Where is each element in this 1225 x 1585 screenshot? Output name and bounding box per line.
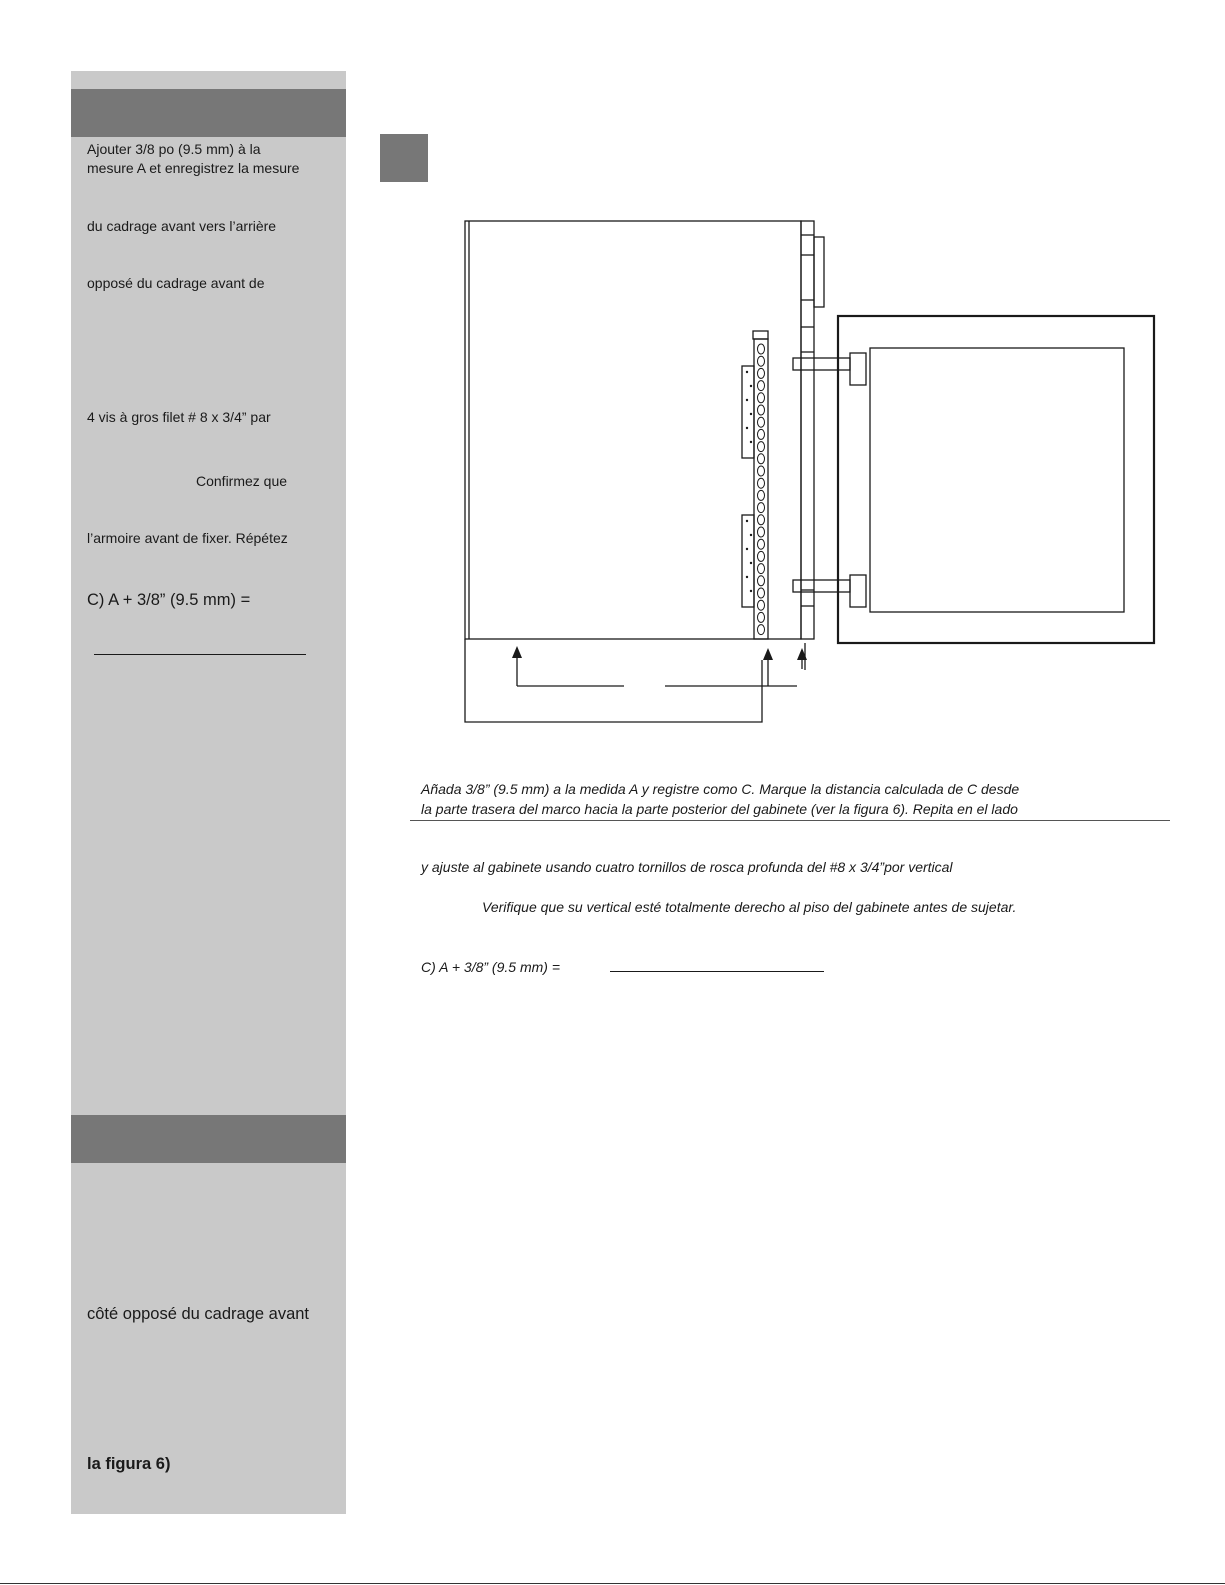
sidebar-text-line: mesure A et enregistrez la mesure	[87, 160, 300, 176]
rail-slot	[758, 612, 765, 622]
sidebar-text-line: Confirmez que	[196, 473, 288, 489]
rail-slot	[758, 381, 765, 391]
rail-slot	[758, 442, 765, 452]
mounting-bracket-upper	[742, 366, 754, 458]
bracket-hole	[750, 441, 752, 443]
rail-slot	[758, 368, 765, 378]
spanish-instruction-line: y ajuste al gabinete usando cuatro tornillos de rosca profunda del #8 x 3/4”por vertical	[421, 859, 953, 875]
rail-slot	[758, 344, 765, 354]
sidebar-text-line: l’armoire avant de fixer. Répétez	[87, 530, 288, 546]
rail-slot	[758, 503, 765, 513]
rail-slot	[758, 564, 765, 574]
rail-slot	[758, 405, 765, 415]
section-divider	[410, 820, 1170, 821]
rail-slot	[758, 454, 765, 464]
bracket-hole	[750, 534, 752, 536]
bracket-hole	[750, 562, 752, 564]
face-frame	[801, 221, 814, 639]
rail-slot	[758, 466, 765, 476]
cabinet-body	[465, 221, 801, 639]
bracket-hole	[746, 427, 748, 429]
rail-slot	[758, 539, 765, 549]
rail-slot	[758, 600, 765, 610]
spanish-note: Verifique que su vertical esté totalmente derecho al piso del gabinete antes de sujetar.	[482, 899, 1017, 915]
bracket-hole	[750, 413, 752, 415]
rail-slot	[758, 515, 765, 525]
bracket-hole	[746, 520, 748, 522]
sidebar-text-line: opposé du cadrage avant de	[87, 275, 265, 291]
bracket-hole	[750, 590, 752, 592]
rail-slot	[758, 490, 765, 500]
rail-slot	[758, 527, 765, 537]
rail-slot	[758, 417, 765, 427]
door-inner-panel	[870, 348, 1124, 612]
sidebar-text-line: Ajouter 3/8 po (9.5 mm) à la	[87, 141, 261, 157]
mounting-bracket-lower	[742, 515, 754, 607]
spanish-instruction-line: Añada 3/8” (9.5 mm) a la medida A y registre como C. Marque la distancia calculada de C desde	[421, 781, 1020, 797]
sidebar-text-line: 4 vis à gros filet # 8 x 3/4” par	[87, 409, 271, 425]
rail-slot	[758, 551, 765, 561]
rail-slot	[758, 393, 765, 403]
spanish-instruction-line: la parte trasera del marco hacia la parte posterior del gabinete (ver la figura 6). Repita en el lado	[421, 801, 1018, 817]
bracket-hole	[750, 385, 752, 387]
door-outer	[838, 316, 1154, 643]
vertical-rail	[754, 339, 768, 639]
spanish-formula: C) A + 3/8” (9.5 mm) =	[421, 959, 560, 975]
sidebar-text-line: la figura 6)	[87, 1455, 171, 1473]
bracket-hole	[746, 399, 748, 401]
bracket-hole	[746, 548, 748, 550]
bracket-hole	[746, 371, 748, 373]
page-bottom-rule	[0, 1583, 1225, 1584]
rail-slot	[758, 576, 765, 586]
bracket-hole	[746, 576, 748, 578]
rail-slot	[758, 429, 765, 439]
spanish-answer-blank	[610, 971, 824, 972]
rail-slot	[758, 625, 765, 635]
sidebar-formula: C) A + 3/8” (9.5 mm) =	[87, 591, 251, 609]
rail-slot	[758, 356, 765, 366]
sidebar-text-line: côté opposé du cadrage avant	[87, 1305, 310, 1323]
sidebar-text-line: du cadrage avant vers l’arrière	[87, 218, 277, 234]
rail-slot	[758, 588, 765, 598]
rail-slot	[758, 478, 765, 488]
